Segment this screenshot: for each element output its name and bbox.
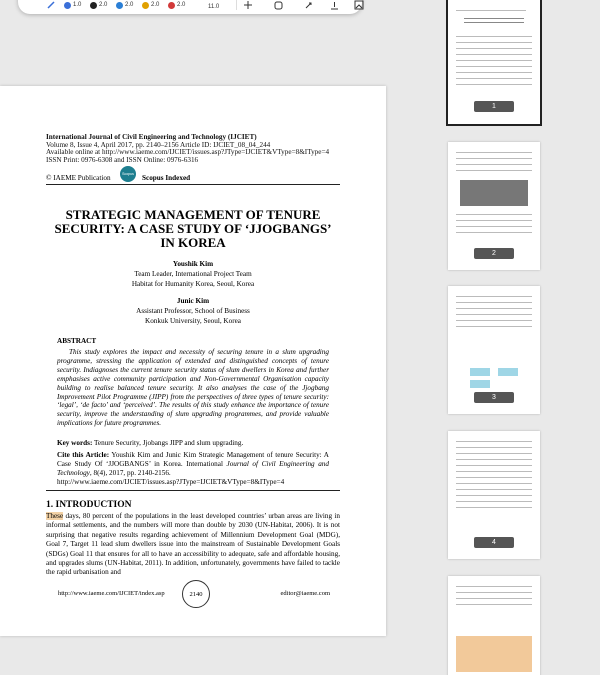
thumb-line	[456, 447, 532, 448]
thumb-line	[456, 592, 532, 593]
pen-size-label: 2.0	[99, 2, 108, 8]
thumbnail-page-4[interactable]	[448, 431, 540, 559]
thumb-line	[456, 507, 532, 508]
cite-rest: , 8(4), 2017, pp. 2140-2156.	[89, 468, 171, 477]
thumbnail-page-5[interactable]	[448, 576, 540, 675]
cite-text: Youshik Kim and Junic Kim Strategic Management of tenure Security: A Case Study Of ‘JJOGBANGS’ in Korea. International	[57, 451, 329, 468]
thumbnail-label: 1	[474, 101, 514, 112]
thumb-line	[456, 10, 526, 11]
journal-issn: ISSN Print: 0976-6308 and ISSN Online: 0976-6316	[46, 155, 199, 164]
pen-size-label: 2.0	[151, 2, 160, 8]
author-2-name: Junic Kim	[176, 297, 210, 305]
publisher-row	[46, 174, 340, 184]
thumb-line	[456, 483, 532, 484]
footer-email[interactable]: editor@iaeme.com	[280, 590, 330, 597]
section-heading: 1. INTRODUCTION	[46, 500, 132, 510]
thumb-line	[456, 495, 532, 496]
thumb-line	[456, 598, 532, 599]
annotation-toolbar	[18, 0, 362, 14]
thumbnail-diagram-box	[470, 368, 490, 376]
intro-text: days, 80 percent of the populations in the least developed countries’ urban areas are living in informal settlements, and the numbers will more than double by 2030 (UN-Habitat, 2006). It is not surprising that negative results regarding achievement of Millennium Development Goal (MDG), Goal 7, Target 11 lead slum dwellers issue into the mainstream of Sustainable Development Goals (SDGs) Goal 11 that ensures for all to have an accessibility to adequate, safe and affordable housing, and upgrades slums (UN-Habitat, 2011). In addition, unfortunately, governments have failed to tackle the rapid urbanisation and	[46, 512, 340, 577]
keywords	[57, 439, 329, 447]
thumb-line	[456, 84, 532, 85]
thumb-line	[456, 320, 532, 321]
thumb-line	[456, 158, 532, 159]
thumb-line	[456, 66, 532, 67]
thumb-line	[456, 326, 532, 327]
pen-4[interactable]	[142, 0, 159, 12]
pen-size-label: 2.0	[177, 2, 186, 8]
thumb-line	[456, 501, 532, 502]
thumb-line	[456, 164, 532, 165]
thumbnail-highlight	[456, 636, 532, 672]
thumb-line	[456, 232, 532, 233]
citation	[57, 451, 329, 487]
thumb-line	[456, 220, 532, 221]
thumbnail-diagram-box	[498, 368, 518, 376]
thumb-line	[456, 214, 532, 215]
thumb-line	[456, 441, 532, 442]
author-2-org: Konkuk University, Seoul, Korea	[145, 317, 241, 325]
thumb-line	[456, 459, 532, 460]
pen-color-icon	[116, 2, 123, 9]
pen-size-label: 2.0	[125, 2, 134, 8]
image-tool-icon[interactable]	[354, 0, 364, 12]
paper-title: STRATEGIC MANAGEMENT OF TENURE SECURITY: A CASE STUDY OF ‘JJOGBANGS’ IN KOREA	[54, 207, 332, 250]
journal-name: International Journal of Civil Engineering and Technology (IJCIET)	[46, 133, 257, 141]
thumb-line	[456, 170, 532, 171]
thumb-line	[456, 302, 532, 303]
citation-rule	[46, 490, 340, 491]
pen-2[interactable]	[90, 0, 107, 12]
thumb-line	[456, 586, 532, 587]
thumb-line	[456, 54, 532, 55]
abstract-text: This study explores the impact and necessity of securing tenure in a slum upgrading programme, stressing the application of extended and distinguished concepts of tenure security. Indiagnoses the current tenure security status of slum dwellers in Korea and further emphasises active community participation and Non-Governmental Organisation capacity building to realise balanced tenure security. It also analyses the case of the Jjogbang Improvement Pilot Programme (JIPP) from the perspectives of three types of tenure security: ‘legal’, ‘de facto’ and ‘perceived’. The results of this study enhance the importance of tenure security, improve the understanding of slum upgrading programmes, and provide valuable implications for future programmes.	[57, 348, 329, 428]
pen-color-icon	[90, 2, 97, 9]
eraser-tool[interactable]	[208, 0, 219, 14]
cite-label: Cite this Article:	[57, 451, 110, 459]
thumbnail-label: 4	[474, 537, 514, 548]
thumb-line	[456, 453, 532, 454]
thumbnail-page-3[interactable]	[448, 286, 540, 414]
thumbnail-label: 3	[474, 392, 514, 403]
thumb-line	[464, 18, 524, 19]
pen-tool-icon[interactable]	[46, 0, 56, 12]
intro-paragraph	[46, 512, 340, 578]
journal-volume: Volume 8, Issue 4, April 2017, pp. 2140–2156 Article ID: IJCIET_08_04_244	[46, 140, 271, 149]
pen-color-icon	[142, 2, 149, 9]
thumbnail-page-1[interactable]	[448, 0, 540, 124]
pen-5[interactable]	[168, 0, 185, 12]
footer-url[interactable]: http://www.iaeme.com/IJCIET/index.asp	[58, 590, 165, 597]
cite-url[interactable]: http://www.iaeme.com/IJCIET/issues.asp?JType=IJCIET&VType=8&IType=4	[57, 477, 285, 486]
thumbnail-label: 2	[474, 248, 514, 259]
thumb-line	[456, 72, 532, 73]
page-number: 2140	[182, 580, 210, 608]
pen-3[interactable]	[116, 0, 133, 12]
author-2	[50, 296, 336, 326]
scopus-logo-icon: Scopus	[120, 166, 136, 182]
abstract-heading: ABSTRACT	[57, 337, 97, 345]
thumb-line	[456, 465, 532, 466]
journal-header	[46, 134, 329, 164]
thumbnail-figure	[460, 180, 528, 206]
thumb-line	[456, 296, 532, 297]
thumbnail-page-2[interactable]	[448, 142, 540, 270]
thumb-line	[456, 36, 532, 37]
lasso-tool-icon[interactable]	[304, 0, 313, 12]
highlighted-word[interactable]: These	[46, 512, 64, 520]
cite-journal: Journal of Civil Engineering and Technology	[57, 459, 329, 477]
keywords-label: Key words:	[57, 439, 93, 447]
thumb-line	[456, 604, 532, 605]
author-1	[50, 259, 336, 289]
thumb-line	[456, 226, 532, 227]
shape-tool-icon[interactable]	[274, 0, 283, 12]
pdf-page[interactable]	[0, 86, 386, 636]
more-icon[interactable]	[330, 0, 339, 12]
add-icon[interactable]	[244, 0, 252, 12]
author-1-org: Habitat for Humanity Korea, Seoul, Korea	[131, 280, 255, 288]
thumb-line	[456, 78, 532, 79]
eraser-size-label: 11.0	[208, 4, 220, 10]
pen-color-icon	[64, 2, 71, 9]
author-1-name: Youshik Kim	[172, 260, 214, 268]
header-rule	[46, 184, 340, 185]
keywords-text: Tenure Security, Jjobangs JIPP and slum upgrading.	[92, 439, 244, 447]
author-1-role: Team Leader, International Project Team	[134, 270, 252, 278]
thumb-line	[456, 48, 532, 49]
thumb-line	[456, 471, 532, 472]
journal-url[interactable]: Available online at http://www.iaeme.com/IJCIET/issues.asp?JType=IJCIET&VType=8&IType=4	[46, 148, 330, 157]
thumb-line	[456, 477, 532, 478]
thumbnail-diagram-box	[470, 380, 490, 388]
toolbar-divider	[236, 0, 237, 10]
scopus-label: Scopus Indexed	[142, 174, 191, 182]
pen-color-icon	[168, 2, 175, 9]
thumb-line	[456, 308, 532, 309]
thumb-line	[456, 42, 532, 43]
thumb-line	[456, 152, 532, 153]
thumb-line	[456, 489, 532, 490]
thumb-line	[456, 314, 532, 315]
thumb-line	[456, 60, 532, 61]
publisher-label: © IAEME Publication	[46, 174, 111, 182]
pen-1[interactable]	[64, 0, 81, 12]
pen-size-label: 1.0	[73, 2, 82, 8]
author-2-role: Assistant Professor, School of Business	[136, 307, 250, 315]
thumb-line	[464, 22, 524, 23]
